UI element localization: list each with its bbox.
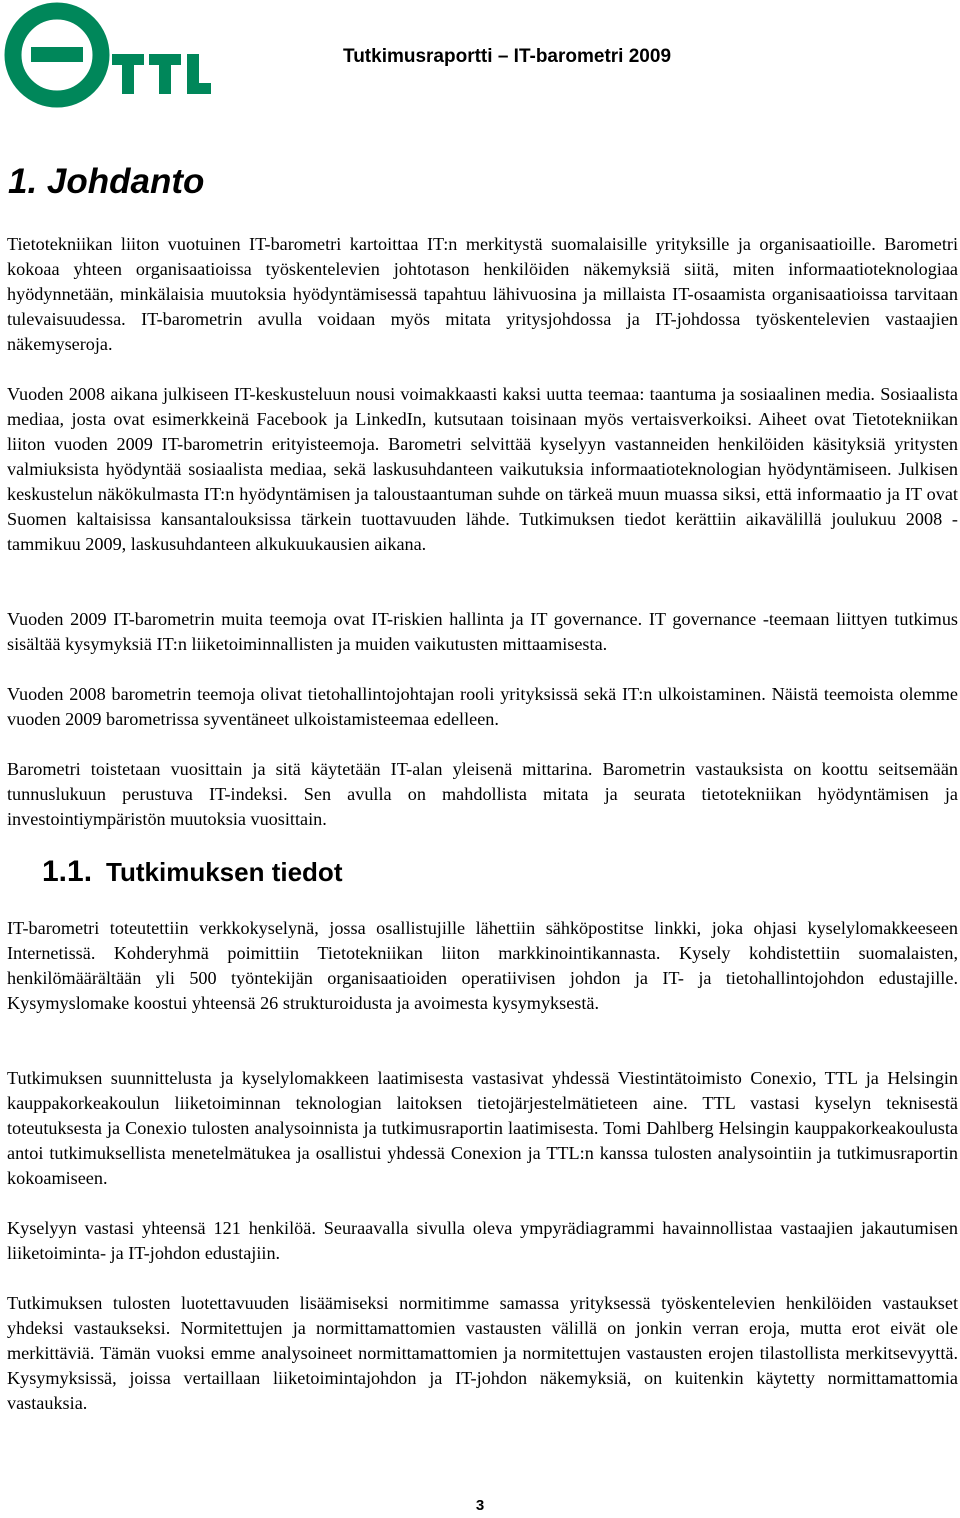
subsection-number: 1.1. — [42, 855, 93, 888]
paragraph-details-1: IT-barometri toteutettiin verkkokyselynä, jossa osallistujille lähettiin sähköpostitse linkki, joka ohjasi kyselylomakkeeseen Internetissä. Kohderyhmä poimittiin Tietotekniikan liiton markkinointikannasta. Kysely kohdistettiin suomalaisten, henkilömäärältään yli 500 työntekijän organisaatioiden operatiivisen johdon ja IT- ja tietohallintojohdon edustajille. Kysymyslomake koostui yhteensä 26 strukturoidusta ja avoimesta kysymyksestä. — [7, 918, 958, 1013]
paragraph-details-3: Kyselyyn vastasi yhteensä 121 henkilöä. Seuraavalla sivulla oleva ympyrädiagrammi havainnollistaa vastaajien jakautumisen liiketoiminta- ja IT-johdon edustajiin. — [7, 1218, 958, 1263]
paragraph-intro-2: Vuoden 2008 aikana julkiseen IT-keskusteluun nousi voimakkaasti kaksi uutta teemaa: taantuma ja sosiaalinen media. Sosiaalista mediaa, josta ovat esimerkkeinä Facebook ja LinkedIn, kutsutaan toisinaan myös vertaisverkoiksi. Aiheet ovat Tietotekniikan liiton vuoden 2009 IT-barometrin erityisteemoja. Barometri selvittää kyselyyn vastanneiden henkilöiden käsityksiä yritysten valmiuksista hyödyntää sosiaalista mediaa, sekä laskusuhdanteen vaikutuksia informaatioteknologian hyödyntämiseen. Julkisen keskustelun näkökulmasta IT:n hyödyntämisen ja taloustaantuman suhde on tärkeä muun muassa siksi, että informaatio ja IT ovat Suomen kaltaisissa kansantalouksissa tärkein tuottavuuden lähde. Tutkimuksen tiedot kerättiin aikavälillä joulukuu 2008 - tammikuu 2009, laskusuhdanteen alkukuukausien aikana. — [7, 384, 958, 554]
paragraph-intro-5: Barometri toistetaan vuosittain ja sitä käytetään IT-alan yleisenä mittarina. Barometrin vastauksista on koottu seitsemään tunnuslukuun perustuva IT-indeksi. Sen avulla on mahdollista mitata ja seurata tietotekniikan hyödyntämisen ja investointiympäristön muutoksia vuosittain. — [7, 759, 958, 829]
paragraph-intro-1: Tietotekniikan liiton vuotuinen IT-barometri kartoittaa IT:n merkitystä suomalaisille yrityksille ja organisaatioille. Barometri kokoaa yhteen organisaatioissa työskentelevien johtotason henkilöiden näkemyksiä siitä, miten informaatioteknologiaa hyödynnetään, minkälaisia muutoksia hyödyntämisessä tapahtuu lähivuosina ja millaista IT-osaamista organisaatioissa tarvitaan tulevaisuudessa. IT-barometrin avulla voidaan myös mitata yritysjohdossa ja IT-johdossa työskentelevien vastaajien näkemyseroja. — [7, 234, 958, 354]
paragraph-intro-4: Vuoden 2008 barometrin teemoja olivat tietohallintojohtajan rooli yrityksissä sekä IT:n ulkoistaminen. Näistä teemoista olemme vuoden 2009 barometrissa syventäneet ulkoistamisteemaa edelleen. — [7, 684, 958, 729]
running-header-title: Tutkimusraportti – IT-barometri 2009 — [343, 46, 672, 67]
subsection-heading-tutkimuksen-tiedot — [42, 852, 342, 894]
ttl-logo — [4, 2, 214, 108]
page-number: 3 — [475, 1497, 485, 1514]
ttl-logo-letters — [112, 54, 211, 94]
subsection-title: Tutkimuksen tiedot — [106, 857, 343, 887]
paragraph-details-4: Tutkimuksen tulosten luotettavuuden lisäämiseksi normitimme samassa yrityksessä työskentelevien henkilöiden vastaukset yhdeksi vastaukseksi. Normitettujen ja normittamattomien vastausten välillä on jonkin verran eroja, mutta erot eivät ole merkittäviä. Tämän vuoksi emme analysoineet normittamattomien ja normitettujen vastausten erojen tilastollista merkitsevyyttä. Kysymyksissä, joissa vertaillaan liiketoimintajohdon ja IT-johdon näkemyksiä, on kuitenkin käytetty normittamattomia vastauksia. — [7, 1293, 958, 1413]
section-heading-johdanto: 1. Johdanto — [8, 162, 205, 201]
ttl-logo-mark — [4, 2, 214, 108]
paragraph-intro-3: Vuoden 2009 IT-barometrin muita teemoja ovat IT-riskien hallinta ja IT governance. IT governance -teemaan liittyen tutkimus sisältää kysymyksiä IT:n liiketoiminnallisten ja muiden vaikutusten mittaamisesta. — [7, 609, 958, 654]
paragraph-details-2: Tutkimuksen suunnittelusta ja kyselylomakkeen laatimisesta vastasivat yhdessä Viestintätoimisto Conexio, TTL ja Helsingin kauppakorkeakoulun liiketoiminnan teknologian laitoksen tietojärjestelmätieteen aine. TTL vastasi kyselyn teknisestä toteutuksesta ja Conexio tulosten analysoinnista ja tutkimusraportin laatimisesta. Tomi Dahlberg Helsingin kauppakorkeakoulusta antoi tutkimuksellista menetelmätukea ja osallistui yhdessä Conexion ja TTL:n kanssa tulosten analysointiin ja tutkimusraportin kokoamiseen. — [7, 1068, 958, 1188]
